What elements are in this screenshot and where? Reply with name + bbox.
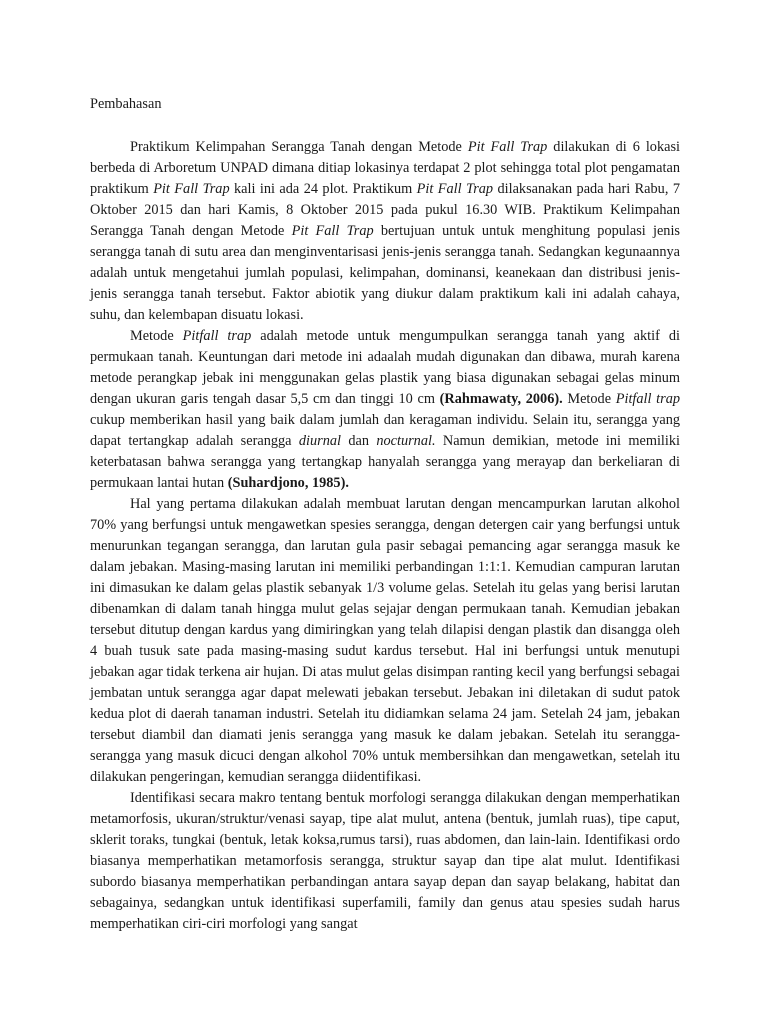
- text-run: Praktikum Kelimpahan Serangga Tanah dengan Metode: [130, 139, 468, 155]
- italic-term: Pitfall trap: [182, 328, 252, 344]
- text-run: dan: [340, 433, 377, 449]
- text-run: adalah metode untuk mengumpulkan serangga tanah yang aktif di permukaan tanah. Keuntungan dari metode ini adaalah mudah digunakan dan dibawa, murah karena metode perangkap jebak ini menggunakan gelas plastik yang biasa digunakan sebagai gelas minum dengan ukuran garis tengah dasar 5,5 cm dan tinggi 10 cm: [90, 328, 680, 407]
- italic-term: diurnal: [298, 433, 341, 449]
- text-run: cukup memberikan hasil yang baik dalam jumlah dan keragaman individu. Selain itu, serangga yang dapat tertangkap adalah serangga: [90, 412, 680, 449]
- paragraph-2: [90, 326, 680, 494]
- italic-term: Pit Fall Trap: [467, 139, 548, 155]
- section-heading: Pembahasan: [90, 96, 162, 112]
- text-run: dilaksanakan pada hari Rabu, 7 Oktober 2015 dan hari Kamis, 8 Oktober 2015 pada pukul 16.30 WIB. Praktikum Kelimpahan Serangga Tanah dengan Metode: [90, 181, 680, 239]
- paragraph-4: Identifikasi secara makro tentang bentuk morfologi serangga dilakukan dengan memperhatikan metamorfosis, ukuran/struktur/venasi sayap, tipe alat mulut, antena (bentuk, jumlah ruas), tipe caput, sklerit toraks, tungkai (bentuk, letak koksa,rumus tarsi), ruas abdomen, dan lain-lain. Identifikasi ordo biasanya memperhatikan metamorfosis serangga, struktur sayap dan tipe alat mulut. Identifikasi subordo biasanya memperhatikan perbandingan antara sayap depan dan sayap belakang, habitat dan sebagainya, sedangkan untuk identifikasi superfamili, family dan genus atau spesies sudah harus memperhatikan ciri-ciri morfologi yang sangat: [90, 790, 680, 932]
- text-run: Namun demikian, metode ini memiliki keterbatasan bahwa serangga yang tertangkap hanyalah serangga yang merayap dan berkeliaran di permukaan lantai hutan: [90, 433, 680, 491]
- paragraph-3: Hal yang pertama dilakukan adalah membuat larutan dengan mencampurkan larutan alkohol 70% yang berfungsi untuk mengawetkan spesies serangga, dengan detergen cair yang berfungsi untuk menurunkan tegangan serangga, dan larutan gula pasir sebagai pemancing agar serangga masuk ke dalam jebakan. Masing-masing larutan ini memiliki perbandingan 1:1:1. Kemudian campuran larutan ini dimasukan ke dalam gelas plastik sebanyak 1/3 volume gelas. Setelah itu gelas yang berisi larutan dibenamkan di dalam tanah hingga mulut gelas sejajar dengan permukaan tanah. Kemudian jebakan tersebut ditutup dengan kardus yang dimiringkan yang telah dilapisi dengan plastik dan disangga oleh 4 buah tusuk sate pada masing-masing sudut kardus tersebut. Hal ini berfungsi untuk menutupi jebakan agar tidak terkena air hujan. Di atas mulut gelas disimpan ranting kecil yang berfungsi sebagai jembatan untuk serangga agar dapat melewati jebakan tersebut. Jebakan ini diletakan di sudut patok kedua plot di daerah tanaman industri. Setelah itu didiamkan selama 24 jam. Setelah 24 jam, jebakan tersebut diambil dan diamati jenis serangga yang masuk ke dalam jebakan. Setelah itu serangga-serangga yang masuk dicuci dengan alkohol 70% untuk membersihkan dan mengawetkan, setelah itu dilakukan pengeringan, kemudian serangga diidentifikasi.: [90, 496, 680, 785]
- citation: (Rahmawaty, 2006).: [439, 391, 563, 407]
- italic-term: Pit Fall Trap: [416, 181, 494, 197]
- italic-term: Pit Fall Trap: [291, 223, 374, 239]
- paragraph-1: [90, 137, 680, 326]
- italic-term: Pit Fall Trap: [153, 181, 230, 197]
- text-run: Metode: [562, 391, 616, 407]
- text-run: Metode: [130, 328, 183, 344]
- italic-term: Pitfall trap: [615, 391, 680, 407]
- text-run: bertujuan untuk untuk menghitung populasi jenis serangga tanah di sutu area dan menginventarisasi jenis-jenis serangga tanah. Sedangkan kegunaannya adalah untuk mengetahui jumlah populasi, kelimpahan, dominansi, keanekaan dan distribusi jenis- jenis serangga tanah tersebut. Faktor abiotik yang diukur dalam praktikum kali ini adalah cahaya, suhu, dan kelembapan disuatu lokasi.: [90, 223, 680, 323]
- italic-term: nocturnal.: [376, 433, 436, 449]
- text-run: kali ini ada 24 plot. Praktikum: [229, 181, 417, 197]
- citation: (Suhardjono, 1985).: [227, 475, 349, 491]
- text-run: dilakukan di 6 lokasi berbeda di Arboretum UNPAD dimana ditiap lokasinya terdapat 2 plot sehingga total plot pengamatan praktikum: [90, 139, 680, 197]
